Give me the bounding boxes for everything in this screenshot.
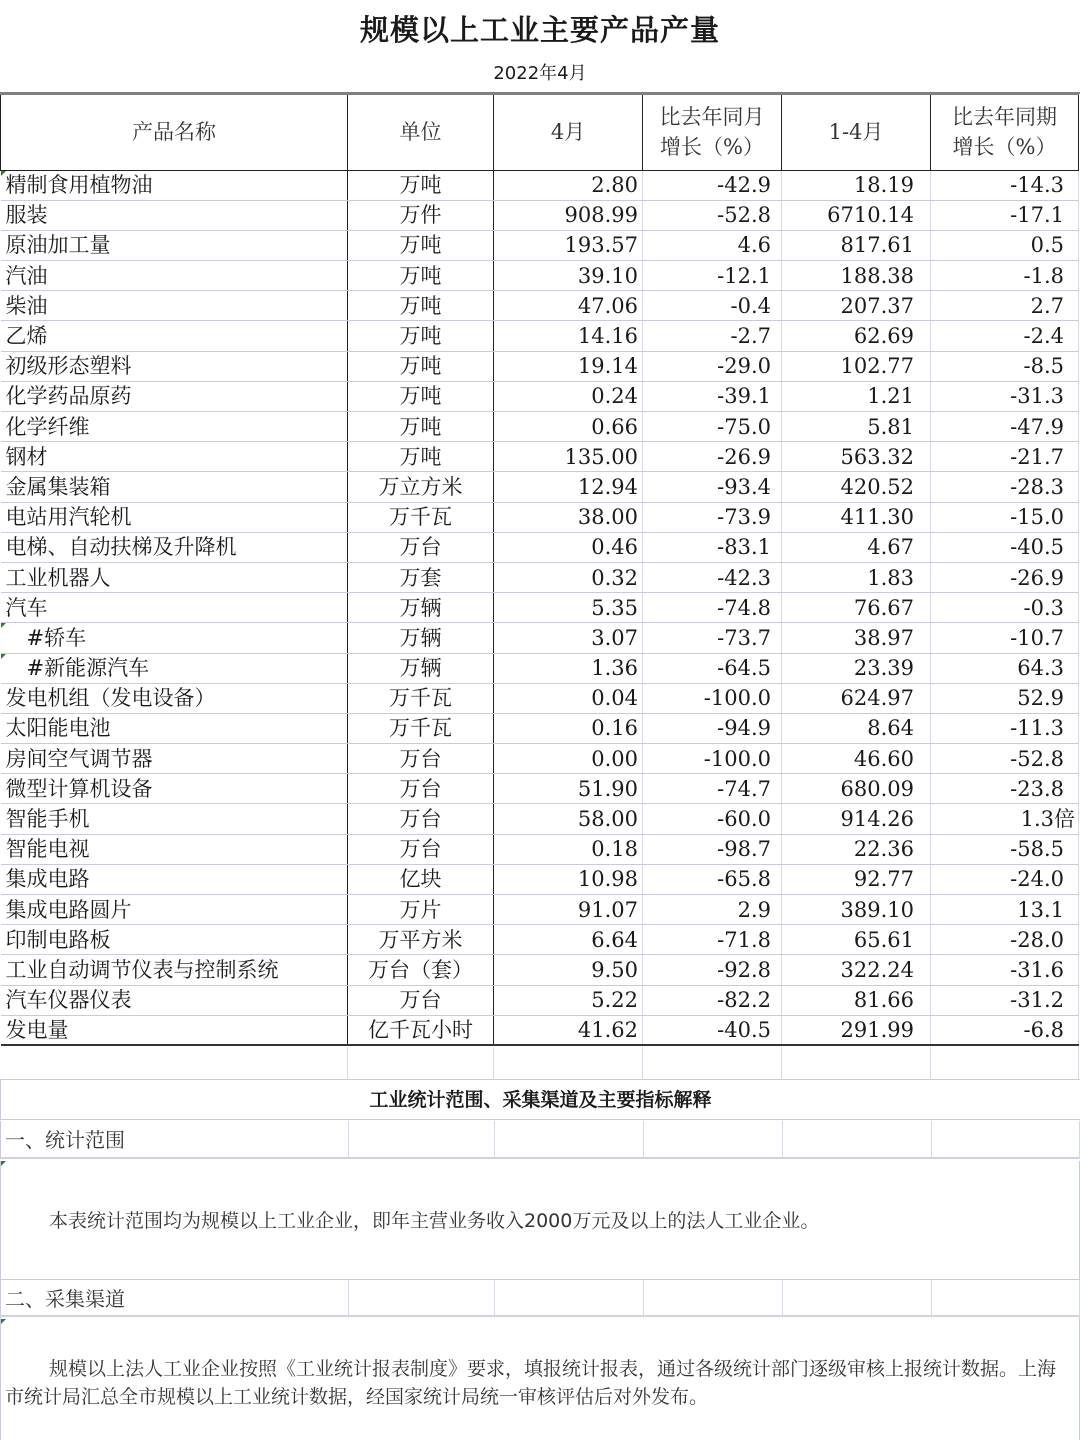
yoy-month-cell[interactable]: -42.9 [643,170,782,200]
jan-apr-value-cell[interactable]: 1.21 [782,381,931,411]
april-value-cell[interactable]: 12.94 [494,472,643,502]
table-row [1,925,1079,955]
april-value-cell[interactable]: 0.24 [494,381,643,411]
product-name-cell[interactable]: 微型计算机设备 [1,774,348,804]
jan-apr-value-cell[interactable]: 38.97 [782,623,931,653]
grid-line [347,1047,348,1080]
col-header-label-line1: 比去年同月 [659,105,765,130]
unit-cell[interactable]: 万套 [348,562,494,592]
grid-line [931,1280,932,1318]
grid-line [493,1047,494,1080]
unit-cell[interactable]: 万片 [348,895,494,925]
jan-apr-value-cell[interactable]: 188.38 [782,261,931,291]
unit-cell[interactable]: 亿块 [348,864,494,894]
jan-apr-value-cell[interactable]: 411.30 [782,502,931,532]
table-row [1,562,1079,592]
col-header-label-line2: 增长（%） [660,135,764,160]
table-row [1,230,1079,260]
grid-line [1078,1047,1079,1080]
unit-cell[interactable]: 万台（套） [348,955,494,985]
table-row [1,442,1079,472]
yoy-ytd-cell[interactable]: 2.7 [931,291,1079,321]
april-value-cell[interactable]: 0.46 [494,532,643,562]
april-value-cell[interactable]: 0.00 [494,744,643,774]
col-header-jan-apr[interactable] [782,94,931,170]
yoy-month-cell[interactable]: -64.5 [643,653,782,683]
col-header-unit[interactable] [348,94,494,170]
product-name-cell[interactable]: 金属集装箱 [1,472,348,502]
product-name-cell[interactable]: 智能手机 [1,804,348,834]
yoy-month-cell[interactable]: -2.7 [643,321,782,351]
section-label-scope: 一、统计范围 [5,1128,125,1152]
yoy-month-cell[interactable]: -73.9 [643,502,782,532]
product-name-cell[interactable]: #轿车 [1,623,348,653]
grid-line [782,1121,783,1159]
april-value-cell[interactable]: 41.62 [494,1015,643,1045]
product-name-cell[interactable]: 工业自动调节仪表与控制系统 [1,955,348,985]
unit-cell[interactable]: 万吨 [348,321,494,351]
col-header-label: 单位 [399,119,442,144]
grid-line [643,1280,644,1318]
product-name-cell[interactable]: 工业机器人 [1,562,348,592]
april-value-cell[interactable]: 3.07 [494,623,643,653]
yoy-month-cell[interactable]: -75.0 [643,412,782,442]
yoy-ytd-cell[interactable]: -23.8 [931,774,1079,804]
april-value-cell[interactable]: 5.35 [494,593,643,623]
unit-cell[interactable]: 万台 [348,985,494,1015]
grid-line [643,1121,644,1159]
yoy-ytd-cell[interactable]: -31.6 [931,955,1079,985]
table-row [1,683,1079,713]
production-table [0,93,1079,1046]
product-name-cell[interactable]: 智能电视 [1,834,348,864]
jan-apr-value-cell[interactable]: 8.64 [782,713,931,743]
april-value-cell[interactable]: 193.57 [494,230,643,260]
yoy-ytd-cell[interactable]: -1.8 [931,261,1079,291]
yoy-ytd-cell[interactable]: -6.8 [931,1015,1079,1045]
unit-cell[interactable]: 万件 [348,200,494,230]
unit-cell[interactable]: 万吨 [348,351,494,381]
table-row [1,291,1079,321]
product-name-cell[interactable]: 汽车仪器仪表 [1,985,348,1015]
unit-cell[interactable]: 万吨 [348,442,494,472]
jan-apr-value-cell[interactable]: 291.99 [782,1015,931,1045]
unit-cell[interactable]: 万台 [348,532,494,562]
section-row-scope [0,1121,1080,1159]
unit-cell[interactable]: 万千瓦 [348,502,494,532]
april-value-cell[interactable]: 135.00 [494,442,643,472]
jan-apr-value-cell[interactable]: 322.24 [782,955,931,985]
notes-heading: 工业统计范围、采集渠道及主要指标解释 [0,1080,1080,1120]
yoy-ytd-cell[interactable]: -24.0 [931,864,1079,894]
april-value-cell[interactable]: 6.64 [494,925,643,955]
yoy-ytd-cell[interactable]: -47.9 [931,412,1079,442]
channel-text-cell [0,1319,1080,1440]
col-header-yoy-month[interactable] [643,94,782,170]
yoy-month-cell[interactable]: -73.7 [643,623,782,653]
april-value-cell[interactable]: 39.10 [494,261,643,291]
yoy-ytd-cell[interactable]: -15.0 [931,502,1079,532]
table-row [1,895,1079,925]
unit-cell[interactable]: 万辆 [348,593,494,623]
product-name-cell[interactable]: 汽车 [1,593,348,623]
yoy-month-cell[interactable]: -65.8 [643,864,782,894]
product-name-cell[interactable]: 电梯、自动扶梯及升降机 [1,532,348,562]
product-name-cell[interactable]: 精制食用植物油 [1,170,348,200]
jan-apr-value-cell[interactable]: 389.10 [782,895,931,925]
april-value-cell[interactable]: 14.16 [494,321,643,351]
unit-cell[interactable]: 万辆 [348,653,494,683]
product-name-cell[interactable]: 服装 [1,200,348,230]
jan-apr-value-cell[interactable]: 81.66 [782,985,931,1015]
unit-cell[interactable]: 万吨 [348,230,494,260]
jan-apr-value-cell[interactable]: 624.97 [782,683,931,713]
product-name-cell[interactable]: 汽油 [1,261,348,291]
yoy-month-cell[interactable]: -52.8 [643,200,782,230]
yoy-month-cell[interactable]: -60.0 [643,804,782,834]
april-value-cell[interactable]: 19.14 [494,351,643,381]
april-value-cell[interactable]: 0.16 [494,713,643,743]
table-row [1,864,1079,894]
jan-apr-value-cell[interactable]: 914.26 [782,804,931,834]
jan-apr-value-cell[interactable]: 6710.14 [782,200,931,230]
blank-spacer-row [0,1047,1080,1080]
table-row [1,653,1079,683]
product-name-cell[interactable]: 发电机组（发电设备） [1,683,348,713]
yoy-ytd-cell[interactable]: -2.4 [931,321,1079,351]
yoy-ytd-cell[interactable]: -21.7 [931,442,1079,472]
yoy-month-cell[interactable]: -92.8 [643,955,782,985]
grid-line [781,1047,782,1080]
yoy-ytd-cell[interactable]: -8.5 [931,351,1079,381]
yoy-month-cell[interactable]: -29.0 [643,351,782,381]
yoy-ytd-cell[interactable]: -10.7 [931,623,1079,653]
april-value-cell[interactable]: 0.18 [494,834,643,864]
col-header-label: 4月 [550,119,586,144]
table-header-row [1,94,1079,170]
channel-paragraph: 规模以上法人工业企业按照《工业统计报表制度》要求，填报统计报表，通过各级统计部门逐级审核上报统计数据。上海市统计局汇总全市规模以上工业统计数据，经国家统计局统一审核评估后对外发布。 [5,1358,1057,1408]
yoy-ytd-cell[interactable]: -58.5 [931,834,1079,864]
product-name-cell[interactable]: 电站用汽轮机 [1,502,348,532]
unit-cell[interactable]: 万立方米 [348,472,494,502]
grid-line [348,1280,349,1318]
april-value-cell[interactable]: 2.80 [494,170,643,200]
unit-cell[interactable]: 万吨 [348,381,494,411]
yoy-ytd-cell[interactable]: 0.5 [931,230,1079,260]
yoy-ytd-cell[interactable]: -28.3 [931,472,1079,502]
product-name-cell[interactable]: 乙烯 [1,321,348,351]
yoy-ytd-cell[interactable]: -40.5 [931,532,1079,562]
table-row [1,321,1079,351]
table-row [1,381,1079,411]
table-row [1,351,1079,381]
yoy-month-cell[interactable]: -93.4 [643,472,782,502]
unit-cell[interactable]: 万辆 [348,623,494,653]
jan-apr-value-cell[interactable]: 65.61 [782,925,931,955]
unit-cell[interactable]: 万平方米 [348,925,494,955]
table-row [1,472,1079,502]
jan-apr-value-cell[interactable]: 102.77 [782,351,931,381]
yoy-ytd-cell[interactable]: -11.3 [931,713,1079,743]
grid-line [642,1047,643,1080]
product-name-cell[interactable]: 化学纤维 [1,412,348,442]
grid-line [782,1280,783,1318]
yoy-ytd-cell[interactable]: -31.3 [931,381,1079,411]
yoy-month-cell[interactable]: -0.4 [643,291,782,321]
table-row [1,200,1079,230]
april-value-cell[interactable]: 0.32 [494,562,643,592]
product-name-cell[interactable]: 原油加工量 [1,230,348,260]
product-name-cell[interactable]: 印制电路板 [1,925,348,955]
table-row [1,955,1079,985]
table-row [1,170,1079,200]
yoy-month-cell[interactable]: -12.1 [643,261,782,291]
yoy-month-cell[interactable]: -71.8 [643,925,782,955]
jan-apr-value-cell[interactable]: 92.77 [782,864,931,894]
jan-apr-value-cell[interactable]: 46.60 [782,744,931,774]
unit-cell[interactable]: 万台 [348,774,494,804]
jan-apr-value-cell[interactable]: 23.39 [782,653,931,683]
unit-cell[interactable]: 万台 [348,744,494,774]
unit-cell[interactable]: 万吨 [348,170,494,200]
yoy-month-cell[interactable]: 2.9 [643,895,782,925]
april-value-cell[interactable]: 9.50 [494,955,643,985]
yoy-month-cell[interactable]: 4.6 [643,230,782,260]
yoy-ytd-cell[interactable]: 64.3 [931,653,1079,683]
yoy-month-cell[interactable]: -82.2 [643,985,782,1015]
yoy-ytd-cell[interactable]: 52.9 [931,683,1079,713]
col-header-label-line1: 比去年同期 [952,105,1057,130]
april-value-cell[interactable]: 0.66 [494,412,643,442]
yoy-month-cell[interactable]: -100.0 [643,744,782,774]
yoy-ytd-cell[interactable]: -0.3 [931,593,1079,623]
col-header-label-line2: 增长（%） [952,135,1057,160]
product-name-cell[interactable]: 发电量 [1,1015,348,1045]
col-header-label: 1-4月 [828,119,884,144]
product-name-cell[interactable]: 柴油 [1,291,348,321]
jan-apr-value-cell[interactable]: 18.19 [782,170,931,200]
jan-apr-value-cell[interactable]: 4.67 [782,532,931,562]
unit-cell[interactable]: 万千瓦 [348,713,494,743]
yoy-ytd-cell[interactable]: -31.2 [931,985,1079,1015]
unit-cell[interactable]: 亿千瓦小时 [348,1015,494,1045]
jan-apr-value-cell[interactable]: 563.32 [782,442,931,472]
table-row [1,532,1079,562]
jan-apr-value-cell[interactable]: 420.52 [782,472,931,502]
table-body [1,170,1079,1045]
jan-apr-value-cell[interactable]: 817.61 [782,230,931,260]
yoy-ytd-cell[interactable]: -14.3 [931,170,1079,200]
col-header-product-name[interactable] [1,94,348,170]
product-name-cell[interactable]: 钢材 [1,442,348,472]
april-value-cell[interactable]: 5.22 [494,985,643,1015]
yoy-month-cell[interactable]: -100.0 [643,683,782,713]
yoy-ytd-cell[interactable]: -26.9 [931,562,1079,592]
unit-cell[interactable]: 万吨 [348,261,494,291]
yoy-ytd-cell[interactable]: 13.1 [931,895,1079,925]
scope-paragraph: 本表统计范围均为规模以上工业企业，即年主营业务收入2000万元及以上的法人工业企业。 [49,1210,820,1232]
april-value-cell[interactable]: 91.07 [494,895,643,925]
jan-apr-value-cell[interactable]: 1.83 [782,562,931,592]
yoy-month-cell[interactable]: -94.9 [643,713,782,743]
yoy-month-cell[interactable]: -39.1 [643,381,782,411]
col-header-yoy-ytd[interactable] [931,94,1079,170]
product-name-cell[interactable]: 集成电路圆片 [1,895,348,925]
table-row [1,804,1079,834]
table-row [1,1015,1079,1045]
report-period: 2022年4月 [493,63,587,84]
unit-cell[interactable]: 万吨 [348,412,494,442]
april-value-cell[interactable]: 10.98 [494,864,643,894]
grid-line [931,1121,932,1159]
product-name-cell[interactable]: 化学药品原药 [1,381,348,411]
yoy-month-cell[interactable]: -26.9 [643,442,782,472]
col-header-april[interactable] [494,94,643,170]
grid-line [494,1121,495,1159]
product-name-cell[interactable]: 集成电路 [1,864,348,894]
jan-apr-value-cell[interactable]: 22.36 [782,834,931,864]
section-label-channel: 二、采集渠道 [5,1287,125,1311]
yoy-month-cell[interactable]: -83.1 [643,532,782,562]
april-value-cell[interactable]: 58.00 [494,804,643,834]
table-row [1,261,1079,291]
table-row [1,713,1079,743]
table-row [1,593,1079,623]
product-name-cell[interactable]: 房间空气调节器 [1,744,348,774]
jan-apr-value-cell[interactable]: 62.69 [782,321,931,351]
grid-line [348,1121,349,1159]
yoy-month-cell[interactable]: -74.8 [643,593,782,623]
table-row [1,502,1079,532]
table-row [1,623,1079,653]
yoy-ytd-cell[interactable]: -28.0 [931,925,1079,955]
grid-line [930,1047,931,1080]
april-value-cell[interactable]: 51.90 [494,774,643,804]
unit-cell[interactable]: 万台 [348,804,494,834]
product-name-cell[interactable]: 初级形态塑料 [1,351,348,381]
table-row [1,412,1079,442]
unit-cell[interactable]: 万千瓦 [348,683,494,713]
unit-cell[interactable]: 万台 [348,834,494,864]
table-row [1,744,1079,774]
unit-cell[interactable]: 万吨 [348,291,494,321]
yoy-month-cell[interactable]: -40.5 [643,1015,782,1045]
col-header-label: 产品名称 [132,119,216,144]
april-value-cell[interactable]: 0.04 [494,683,643,713]
april-value-cell[interactable]: 1.36 [494,653,643,683]
yoy-month-cell[interactable]: -74.7 [643,774,782,804]
yoy-ytd-cell[interactable]: -52.8 [931,744,1079,774]
page-title: 规模以上工业主要产品产量 [359,13,720,47]
yoy-ytd-cell[interactable]: -17.1 [931,200,1079,230]
yoy-ytd-cell[interactable]: 1.3倍 [931,804,1079,834]
april-value-cell[interactable]: 908.99 [494,200,643,230]
april-value-cell[interactable]: 38.00 [494,502,643,532]
yoy-month-cell[interactable]: -98.7 [643,834,782,864]
grid-line [494,1280,495,1318]
yoy-month-cell[interactable]: -42.3 [643,562,782,592]
section-row-channel [0,1279,1080,1317]
jan-apr-value-cell[interactable]: 680.09 [782,774,931,804]
jan-apr-value-cell[interactable]: 207.37 [782,291,931,321]
table-row [1,834,1079,864]
jan-apr-value-cell[interactable]: 5.81 [782,412,931,442]
product-name-cell[interactable]: #新能源汽车 [1,653,348,683]
jan-apr-value-cell[interactable]: 76.67 [782,593,931,623]
product-name-cell[interactable]: 太阳能电池 [1,713,348,743]
april-value-cell[interactable]: 47.06 [494,291,643,321]
table-row [1,985,1079,1015]
table-row [1,774,1079,804]
